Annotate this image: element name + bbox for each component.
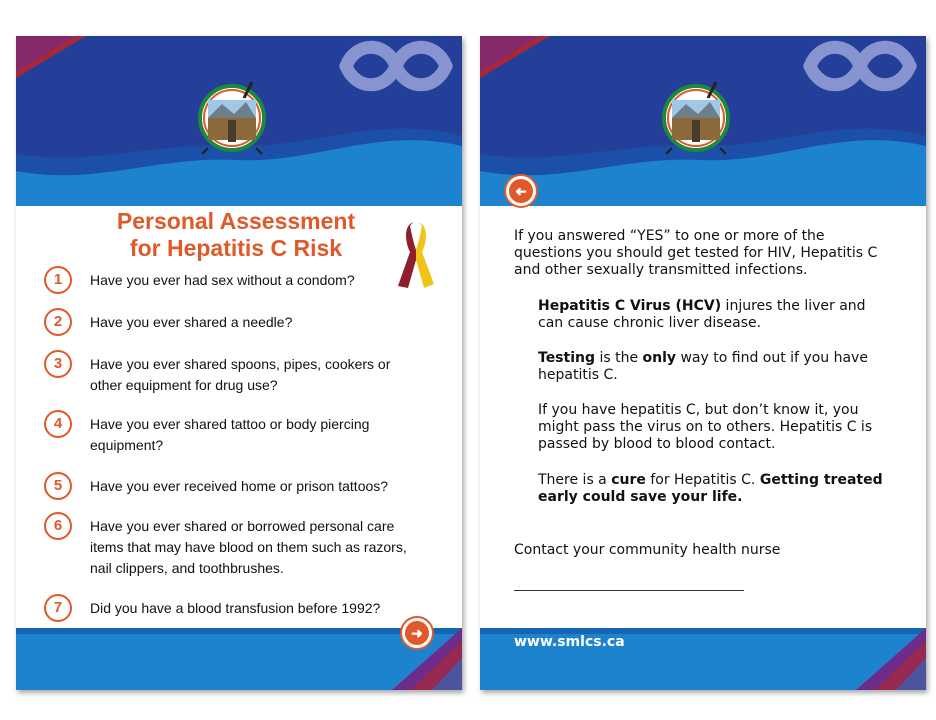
- question-number: 3: [44, 350, 72, 378]
- testing-paragraph: [538, 350, 888, 384]
- question-text: Did you have a blood transfusion before 1992?: [90, 600, 381, 616]
- assessment-card-front: [16, 36, 462, 690]
- contact-line: Contact your community health nurse: [514, 542, 781, 558]
- question-text: Have you ever shared spoons, pipes, cookers or other equipment for drug use?: [90, 356, 391, 393]
- arrow-left-icon: ➜: [509, 179, 533, 203]
- website-link[interactable]: www.smlcs.ca: [514, 634, 625, 650]
- testing-rest: way to find out if you have hepatitis C.: [538, 350, 868, 383]
- title-line-2: for Hepatitis C Risk: [129, 235, 343, 261]
- only-term: only: [642, 350, 677, 366]
- page-title: [76, 208, 396, 262]
- question-text: Have you ever received home or prison tattoos?: [90, 478, 389, 494]
- logo-icon: [194, 78, 270, 166]
- question-text: Have you ever shared tattoo or body piercing equipment?: [90, 416, 370, 453]
- question-number: 7: [44, 594, 72, 622]
- transmission-paragraph: If you have hepatitis C, but don’t know it, you might pass the virus on to others. Hepatitis C is passed by blood to blood contact.: [538, 402, 873, 452]
- question-number: 6: [44, 512, 72, 540]
- question-text: Have you ever shared a needle?: [90, 314, 293, 330]
- assessment-card-back: [480, 36, 926, 690]
- question-number: 4: [44, 410, 72, 438]
- hcv-paragraph: [538, 298, 888, 332]
- back-page-button[interactable]: [504, 174, 538, 208]
- arrow-right-icon: ➜: [405, 621, 429, 645]
- question-text: Have you ever shared or borrowed personal care items that may have blood on them such as razors, nail clippers, and toothbrushes.: [90, 518, 407, 576]
- cure-term: cure: [611, 472, 646, 488]
- woven-pattern-icon: [856, 628, 926, 690]
- cure-paragraph: [538, 472, 888, 506]
- title-line-1: Personal Assessment: [116, 208, 356, 234]
- next-page-button[interactable]: [400, 616, 434, 650]
- signature-line: [514, 590, 744, 591]
- question-number: 2: [44, 308, 72, 336]
- footer-band: [16, 628, 462, 690]
- cure-start: There is a: [538, 472, 612, 488]
- hcv-rest: injures the liver and can cause chronic liver disease.: [538, 298, 866, 331]
- logo-icon: [658, 78, 734, 166]
- question-number: 1: [44, 266, 72, 294]
- testing-mid: is the: [595, 350, 643, 366]
- intro-paragraph: If you answered “YES” to one or more of the questions you should get tested for HIV, Hepatitis C and other sexually transmitted infections.: [514, 228, 878, 278]
- question-number: 5: [44, 472, 72, 500]
- testing-term: Testing: [538, 350, 595, 366]
- treatment-emphasis: Getting treated early could save your life.: [538, 472, 883, 505]
- hcv-term: Hepatitis C Virus (HCV): [538, 298, 722, 314]
- question-text: Have you ever had sex without a condom?: [90, 272, 355, 288]
- cure-mid: for Hepatitis C.: [645, 472, 760, 488]
